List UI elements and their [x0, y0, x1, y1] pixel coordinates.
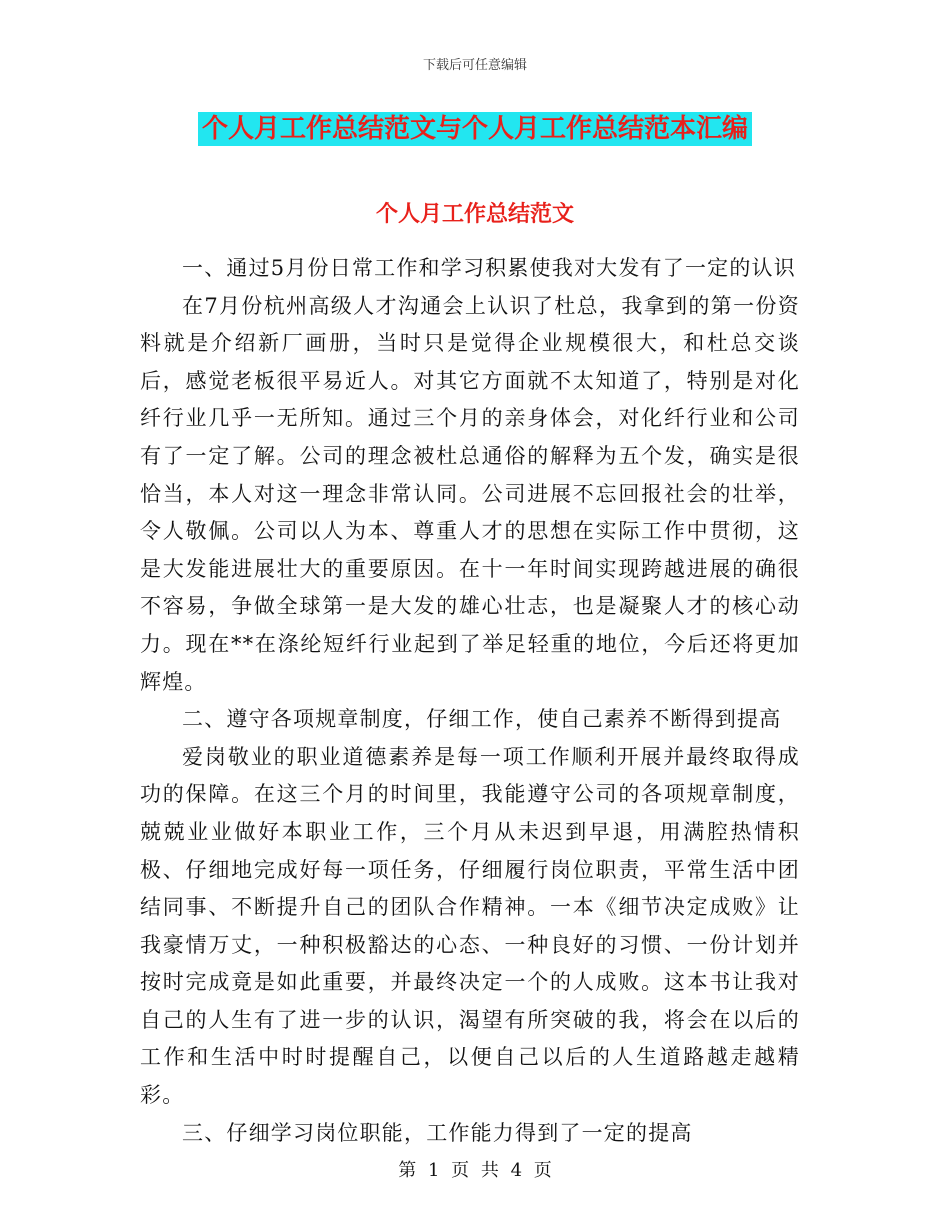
main-title-container	[0, 112, 950, 146]
section-heading-1: 一、通过5月份日常工作和学习积累使我对大发有了一定的认识	[182, 256, 796, 280]
main-title: 个人月工作总结范文与个人月工作总结范本汇编	[198, 112, 752, 146]
body-content	[140, 250, 800, 1152]
body-paragraph-2: 爱岗敬业的职业道德素养是每一项工作顺利开展并最终取得成功的保障。在这三个月的时间里，我能遵守公司的各项规章制度，兢兢业业做好本职业工作，三个月从未迟到早退，用满腔热情积极、仔细地完成好每一项任务，仔细履行岗位职责，平常生活中团结同事、不断提升自己的团队合作精神。一本《细节决定成败》让我豪情万丈，一种积极豁达的心态、一种良好的习惯、一份计划并按时完成竟是如此重要，并最终决定一个的人成败。这本书让我对自己的人生有了进一步的认识，渴望有所突破的我，将会在以后的工作和生活中时时提醒自己，以便自己以后的人生道路越走越精彩。	[140, 744, 800, 1108]
section-heading-2: 二、遵守各项规章制度，仔细工作，使自己素养不断得到提高	[182, 707, 782, 732]
subtitle: 个人月工作总结范文	[375, 202, 574, 227]
page-number: 第 1 页 共 4 页	[398, 1160, 552, 1181]
header-note: 下载后可任意编辑	[422, 58, 527, 73]
body-paragraph-1: 在7月份杭州高级人才沟通会上认识了杜总，我拿到的第一份资料就是介绍新厂画册，当时只是觉得企业规模很大，和杜总交谈后，感觉老板很平易近人。对其它方面就不太知道了，特别是对化纤行业几乎一无所知。通过三个月的亲身体会，对化纤行业和公司有了一定了解。公司的理念被杜总通俗的解释为五个发，确实是很恰当，本人对这一理念非常认同。公司进展不忘回报社会的壮举，令人敬佩。公司以人为本、尊重人才的思想在实际工作中贯彻，这是大发能进展壮大的重要原因。在十一年时间实现跨越进展的确很不容易，争做全球第一是大发的雄心壮志，也是凝聚人才的核心动力。现在**在涤纶短纤行业起到了举足轻重的地位，今后还将更加辉煌。	[140, 293, 800, 694]
section-heading-3: 三、仔细学习岗位职能，工作能力得到了一定的提高	[182, 1120, 693, 1145]
